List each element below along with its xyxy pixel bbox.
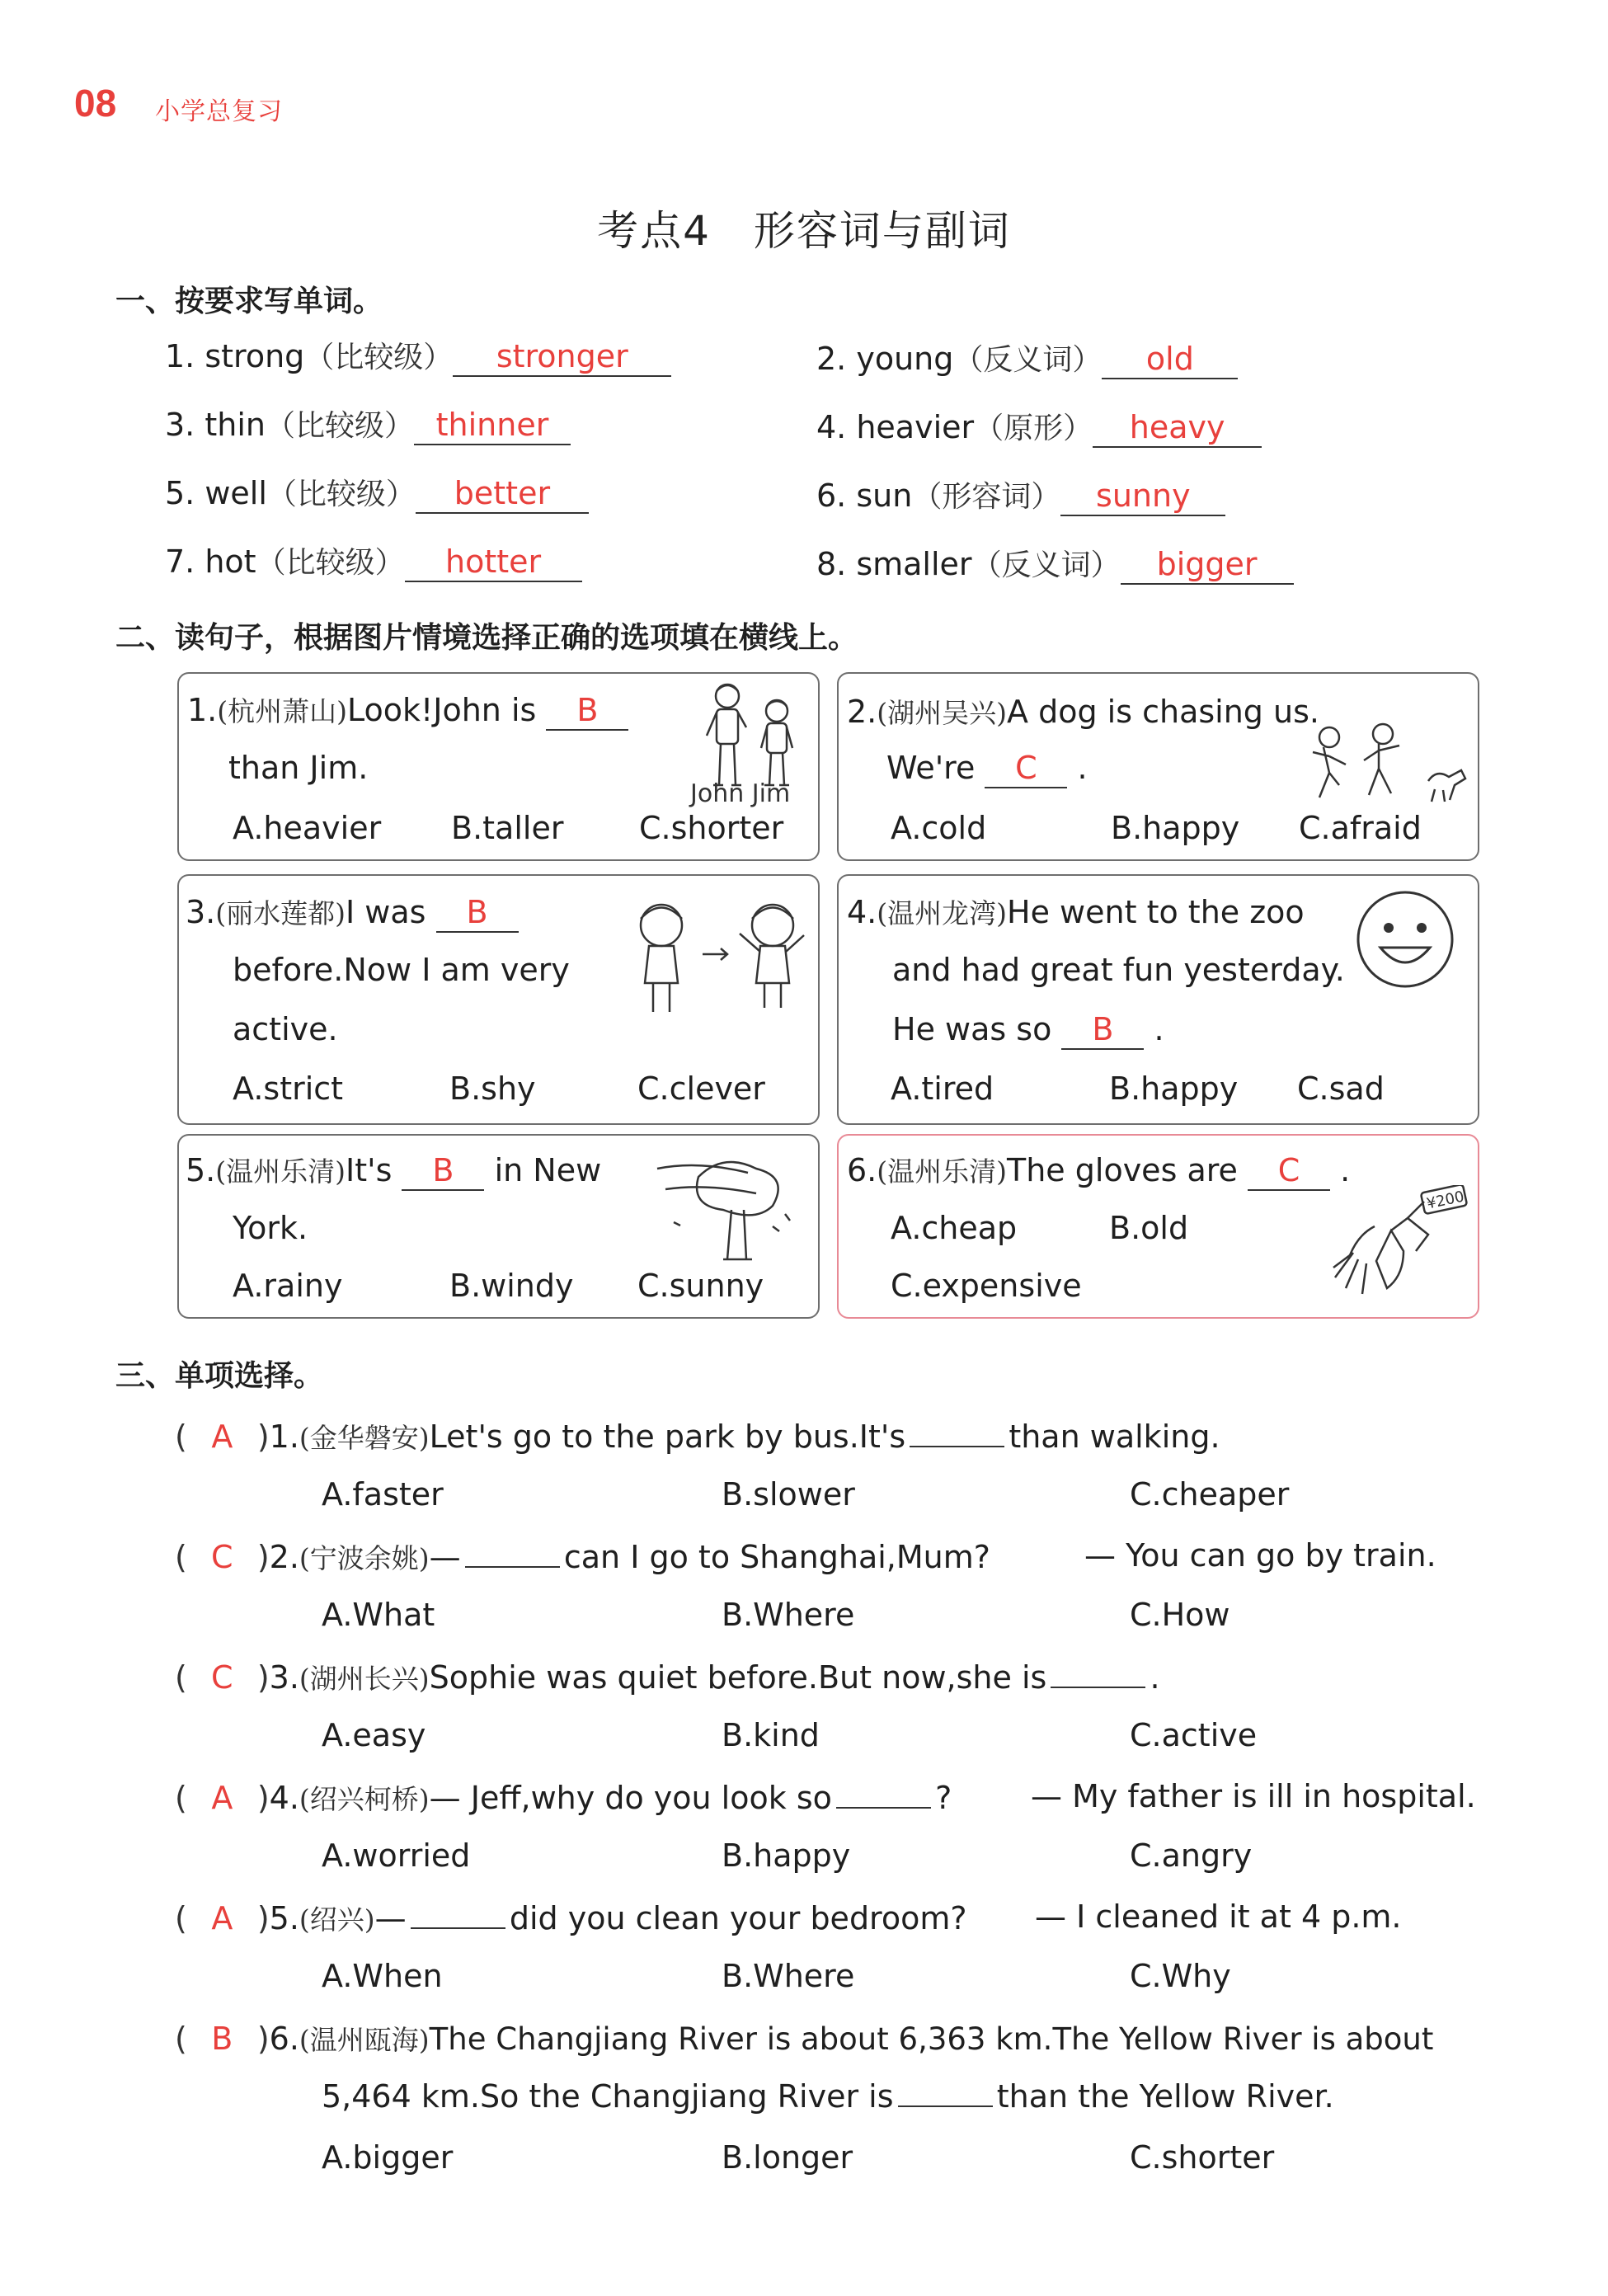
q6-line1 <box>847 1150 1350 1191</box>
answer-paren-open: ( <box>175 1780 187 1816</box>
q2-line2 <box>886 750 1088 788</box>
mc-1-option-b[interactable]: B.slower <box>722 1476 855 1513</box>
question-box-1 <box>177 672 820 861</box>
mc-text: . <box>1150 1659 1160 1696</box>
mc-answer-slot[interactable]: A <box>211 1780 233 1816</box>
q5-option-b[interactable]: B.windy <box>449 1268 574 1304</box>
answer-paren-close: ) <box>256 1900 270 1936</box>
q1-text2: than Jim. <box>228 750 369 786</box>
mc-answer-slot[interactable]: C <box>211 1659 233 1696</box>
mc-3-option-b[interactable]: B.kind <box>722 1717 820 1753</box>
q5-answer-blank[interactable]: B <box>402 1153 484 1191</box>
q5-text3: York. <box>233 1210 308 1246</box>
s1-prompt: 3. thin <box>165 407 266 443</box>
answer-paren-open: ( <box>175 2021 187 2057</box>
q5-line1 <box>186 1150 601 1191</box>
mc-1-option-a[interactable]: A.faster <box>322 1476 444 1513</box>
mc-6-option-a[interactable]: A.bigger <box>322 2139 454 2176</box>
answer-paren-open: ( <box>175 1539 187 1575</box>
s1-item-4 <box>816 405 1262 448</box>
q4-line3 <box>892 1011 1164 1050</box>
q6-option-a[interactable]: A.cheap <box>891 1210 1018 1246</box>
q6-source: (温州乐清) <box>877 1155 1008 1188</box>
q4-source: (温州龙湾) <box>877 897 1008 929</box>
mc-text: did you clean your bedroom? <box>509 1900 967 1936</box>
mc-3-option-c[interactable]: C.active <box>1130 1717 1258 1753</box>
answer-paren-close: ) <box>256 1539 270 1575</box>
mc-number: 3. <box>269 1659 299 1696</box>
q6-option-c[interactable]: C.expensive <box>891 1268 1082 1304</box>
shy-to-active-girl-illustration <box>624 892 810 1016</box>
mc-source: (温州瓯海) <box>299 2024 430 2056</box>
mc-4-option-a[interactable]: A.worried <box>322 1837 471 1874</box>
question-box-5 <box>177 1134 820 1319</box>
q6-end: . <box>1340 1152 1351 1188</box>
q5-option-c[interactable]: C.sunny <box>637 1268 764 1304</box>
mc-text: The Changjiang River is about 6,363 km.The Yellow River is about <box>429 2021 1434 2057</box>
mc-blank[interactable] <box>910 1446 1004 1447</box>
book-title: 小学总复习 <box>155 97 283 126</box>
mc-4-option-c[interactable]: C.angry <box>1130 1837 1253 1874</box>
q2-text1: A dog is chasing us. <box>1007 694 1319 730</box>
q4-end: . <box>1154 1011 1164 1047</box>
s1-hint: （比较级） <box>304 341 454 374</box>
s1-hint: （比较级） <box>265 409 414 443</box>
mc-blank[interactable] <box>1051 1687 1145 1688</box>
mc-2-option-c[interactable]: C.How <box>1130 1597 1230 1633</box>
mc-source: (绍兴) <box>299 1903 375 1936</box>
q3-option-b[interactable]: B.shy <box>449 1070 536 1107</box>
mc-blank[interactable] <box>898 2105 993 2107</box>
q6-text1: The gloves are <box>1007 1152 1238 1188</box>
s1-prompt: 8. smaller <box>816 546 972 582</box>
mc-6-option-c[interactable]: C.shorter <box>1130 2139 1275 2176</box>
q4-option-a[interactable]: A.tired <box>891 1070 994 1107</box>
s1-item-1 <box>165 334 671 377</box>
answer-paren-close: ) <box>256 1659 270 1696</box>
mc-source: (宁波余姚) <box>299 1542 430 1574</box>
s1-hint: （比较级） <box>266 478 416 511</box>
mc-text: ? <box>935 1780 952 1816</box>
mc-4-option-b[interactable]: B.happy <box>722 1837 851 1874</box>
q5-number: 5. <box>186 1152 216 1188</box>
q3-option-a[interactable]: A.strict <box>233 1070 344 1107</box>
q2-text2: We're <box>886 750 976 786</box>
answer-paren-open: ( <box>175 1659 187 1696</box>
q1-text1: Look!John is <box>347 692 537 728</box>
s1-answer-blank[interactable]: sunny <box>1060 478 1225 516</box>
mc-answer-slot[interactable]: A <box>211 1900 233 1936</box>
s1-prompt: 6. sun <box>816 478 913 514</box>
q1-option-b[interactable]: B.taller <box>451 810 564 846</box>
q3-source: (丽水莲都) <box>215 897 346 929</box>
s1-prompt: 1. strong <box>165 338 305 374</box>
mc-source: (湖州长兴) <box>299 1663 430 1695</box>
label-jim: Jim <box>751 779 791 808</box>
q2-answer-blank[interactable]: C <box>985 750 1067 788</box>
s1-item-2 <box>816 336 1238 379</box>
label-john: John <box>690 779 745 808</box>
q3-answer-blank[interactable]: B <box>436 895 519 933</box>
mc-2-option-b[interactable]: B.Where <box>722 1597 855 1633</box>
q5-option-a[interactable]: A.rainy <box>233 1268 343 1304</box>
q4-text3: He was so <box>892 1011 1052 1047</box>
mc-number: 5. <box>269 1900 299 1936</box>
mc-3-option-a[interactable]: A.easy <box>322 1717 426 1753</box>
q5-text2: in New <box>494 1152 602 1188</box>
s1-prompt: 5. well <box>165 475 267 511</box>
q3-option-c[interactable]: C.clever <box>637 1070 765 1107</box>
q2-number: 2. <box>847 694 877 730</box>
windy-tree-illustration <box>649 1144 806 1268</box>
q1-option-a[interactable]: A.heavier <box>233 810 382 846</box>
page-title: 考点4 形容词与副词 <box>597 207 1011 255</box>
s1-answer-blank[interactable]: bigger <box>1121 547 1294 585</box>
s1-prompt: 2. young <box>816 341 954 377</box>
q3-text2: before.Now I am very <box>233 952 570 988</box>
mc-2-line1 <box>175 1537 990 1576</box>
q4-text2: and had great fun yesterday. <box>892 952 1345 988</box>
mc-text: can I go to Shanghai,Mum? <box>563 1539 990 1575</box>
q6-number: 6. <box>847 1152 877 1188</box>
s1-answer-blank[interactable]: thinner <box>414 407 571 445</box>
section1-heading: 一、按要求写单词。 <box>115 285 383 318</box>
mc-text: Sophie was quiet before.But now,she is <box>429 1659 1047 1696</box>
page-number: 08 <box>74 82 117 125</box>
answer-paren-close: ) <box>256 1780 270 1816</box>
mc-answer-slot[interactable]: A <box>211 1419 233 1455</box>
s1-item-7 <box>165 539 582 582</box>
q1-option-c[interactable]: C.shorter <box>639 810 784 846</box>
s1-item-8 <box>816 542 1294 585</box>
q4-option-c[interactable]: C.sad <box>1297 1070 1385 1107</box>
q2-line1 <box>847 692 1319 731</box>
mc-5-option-a[interactable]: A.When <box>322 1958 443 1994</box>
s1-answer-blank[interactable]: heavy <box>1093 410 1262 448</box>
question-box-4 <box>837 874 1479 1125</box>
john-jim-illustration <box>698 678 806 793</box>
smiley-face-icon <box>1354 888 1457 991</box>
question-box-3 <box>177 874 820 1125</box>
q6-answer-blank[interactable]: C <box>1248 1153 1330 1191</box>
mc-text: — <box>374 1900 407 1936</box>
mc-1-option-c[interactable]: C.cheaper <box>1130 1476 1290 1513</box>
mc-5-option-b[interactable]: B.Where <box>722 1958 855 1994</box>
mc-5-option-c[interactable]: C.Why <box>1130 1958 1231 1994</box>
s1-item-6 <box>816 473 1225 516</box>
s1-hint: （反义词） <box>971 548 1121 582</box>
answer-paren-open: ( <box>175 1419 187 1455</box>
q2-option-b[interactable]: B.happy <box>1111 810 1240 846</box>
s1-answer-blank[interactable]: better <box>416 476 589 514</box>
s1-hint: （比较级） <box>256 546 405 580</box>
q6-option-b[interactable]: B.old <box>1109 1210 1189 1246</box>
q4-line1 <box>847 892 1305 931</box>
section2-heading: 二、读句子，根据图片情境选择正确的选项填在横线上。 <box>115 621 858 655</box>
mc-3-line1 <box>175 1658 1160 1696</box>
mc-number: 4. <box>269 1780 299 1816</box>
q2-option-a[interactable]: A.cold <box>891 810 987 846</box>
mc-1-line1 <box>175 1417 1220 1456</box>
q1-line1 <box>187 690 628 731</box>
q2-end: . <box>1077 750 1088 786</box>
s1-hint: （形容词） <box>912 480 1061 514</box>
q3-text3: active. <box>233 1011 338 1047</box>
q4-option-b[interactable]: B.happy <box>1109 1070 1239 1107</box>
q4-text1: He went to the zoo <box>1007 894 1305 930</box>
mc-text: than walking. <box>1009 1419 1220 1455</box>
question-box-2 <box>837 672 1479 861</box>
s1-prompt: 7. hot <box>165 543 256 580</box>
s1-answer-blank[interactable]: old <box>1102 341 1238 379</box>
q3-line1 <box>186 892 519 933</box>
mc-text: Let's go to the park by bus.It's <box>429 1419 906 1455</box>
mc-answer-slot[interactable]: B <box>211 2021 233 2057</box>
s1-prompt: 4. heavier <box>816 409 975 445</box>
mc-blank[interactable] <box>411 1927 505 1929</box>
dog-chasing-illustration <box>1296 719 1474 810</box>
s1-answer-blank[interactable]: hotter <box>405 544 582 582</box>
price-tag: ¥200 <box>1425 1188 1466 1213</box>
answer-paren-open: ( <box>175 1900 187 1936</box>
q2-source: (湖州吴兴) <box>877 697 1008 729</box>
q3-text1: I was <box>346 894 426 930</box>
answer-paren-close: ) <box>256 2021 270 2057</box>
mc-6-option-b[interactable]: B.longer <box>722 2139 853 2176</box>
q5-text1: It's <box>346 1152 393 1188</box>
mc-5-reply: — I cleaned it at 4 p.m. <box>1035 1898 1402 1935</box>
mc-text: than the Yellow River. <box>996 2078 1334 2115</box>
s1-hint: （反义词） <box>953 343 1103 377</box>
mc-4-reply: — My father is ill in hospital. <box>1031 1778 1476 1814</box>
q4-number: 4. <box>847 894 877 930</box>
mc-text: — Jeff,why do you look so <box>429 1780 832 1816</box>
s1-item-5 <box>165 471 589 514</box>
s1-hint: （原形） <box>974 412 1093 445</box>
q1-answer-blank[interactable]: B <box>546 693 628 731</box>
q5-source: (温州乐清) <box>215 1155 346 1188</box>
mc-6-line2 <box>322 2078 1334 2115</box>
mc-answer-slot[interactable]: C <box>211 1539 233 1575</box>
q1-number: 1. <box>187 692 218 728</box>
mc-6-line1 <box>175 2019 1433 2058</box>
mc-blank[interactable] <box>836 1807 931 1809</box>
mc-source: (金华磐安) <box>299 1422 430 1454</box>
mc-text: 5,464 km.So the Changjiang River is <box>322 2078 894 2115</box>
figure-labels <box>690 779 790 808</box>
mc-number: 6. <box>269 2021 299 2057</box>
mc-5-line1 <box>175 1898 967 1937</box>
section3-heading: 三、单项选择。 <box>115 1359 324 1393</box>
answer-paren-close: ) <box>256 1419 270 1455</box>
s1-answer-blank[interactable]: stronger <box>453 339 671 377</box>
mc-number: 2. <box>269 1539 299 1575</box>
q4-answer-blank[interactable]: B <box>1061 1012 1144 1050</box>
q3-number: 3. <box>186 894 216 930</box>
mc-2-reply: — You can go by train. <box>1084 1537 1436 1574</box>
mc-source: (绍兴柯桥) <box>299 1783 430 1815</box>
q2-option-c[interactable]: C.afraid <box>1299 810 1422 846</box>
mc-number: 1. <box>269 1419 299 1455</box>
mc-2-option-a[interactable]: A.What <box>322 1597 435 1633</box>
q1-source: (杭州萧山) <box>217 695 348 727</box>
question-box-6 <box>837 1134 1479 1319</box>
s1-item-3 <box>165 402 571 445</box>
mc-text: — <box>429 1539 461 1575</box>
mc-4-line1 <box>175 1778 952 1817</box>
mc-blank[interactable] <box>465 1566 560 1568</box>
